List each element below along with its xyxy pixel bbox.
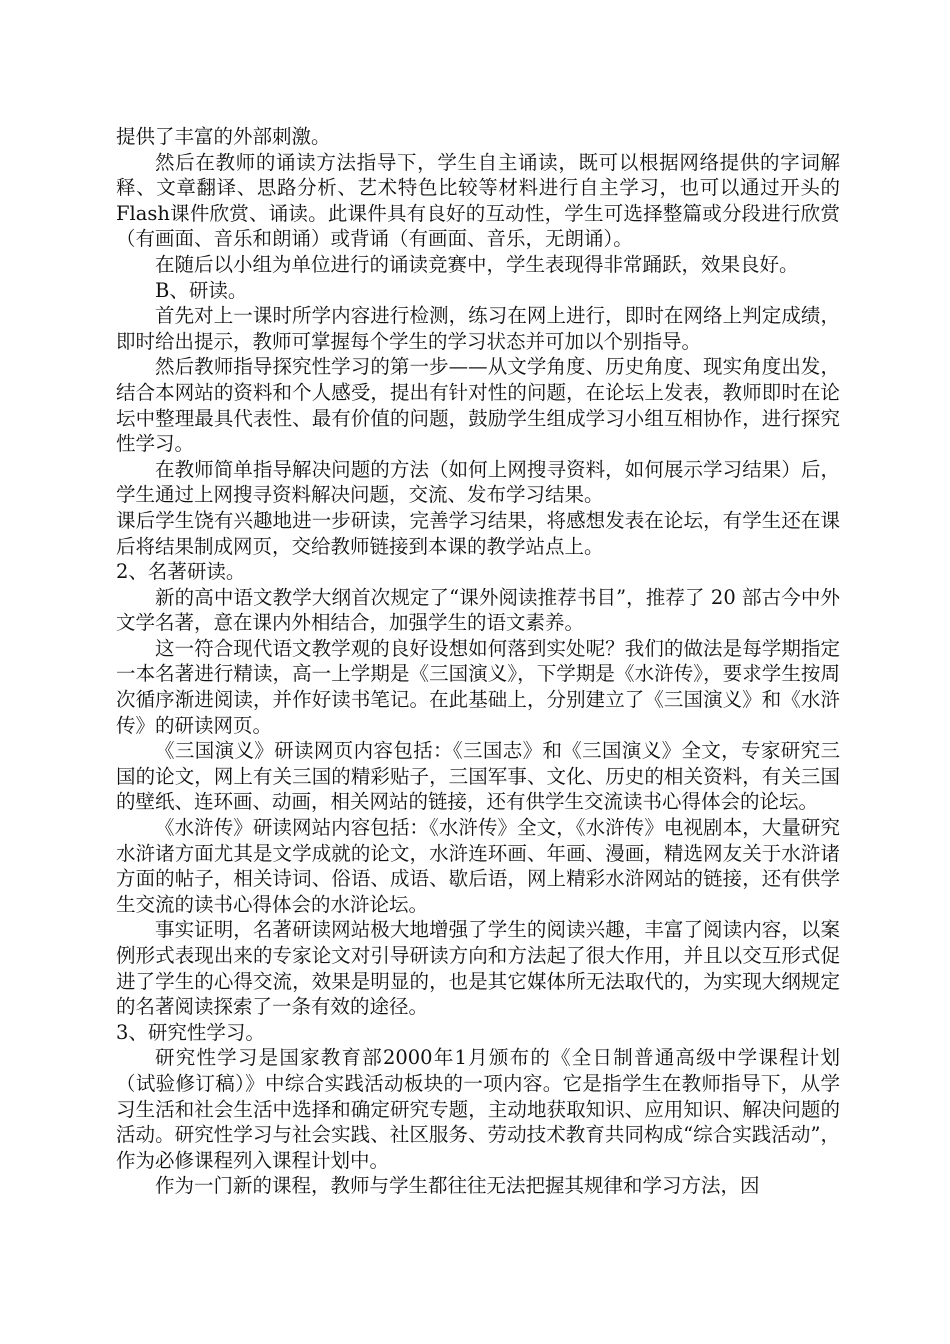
- document-page: [116, 124, 840, 1199]
- paragraph-syllabus: 新的高中语文教学大纲首次规定了“课外阅读推荐书目”，推荐了 20 部古今中外文学名著，意在课内外相结合，加强学生的语文素养。: [116, 585, 840, 635]
- paragraph-intensive-reading: 这一符合现代语文教学观的良好设想如何落到实处呢？我们的做法是每学期指定一本名著进行精读，高一上学期是《三国演义》，下学期是《水浒传》，要求学生按周次循序渐进阅读，并作好读书笔记。在此基础上，分别建立了《三国演义》和《水浒传》的研读网页。: [116, 636, 840, 737]
- paragraph-recitation-contest: 在随后以小组为单位进行的诵读竞赛中，学生表现得非常踊跃，效果良好。: [155, 252, 799, 276]
- paragraph-online-test: 首先对上一课时所学内容进行检测，练习在网上进行，即时在网络上判定成绩，即时给出提示，教师可掌握每个学生的学习状态并可加以个别指导。: [116, 304, 840, 353]
- paragraph-search-methods: 在教师简单指导解决问题的方法（如何上网搜寻资料，如何展示学习结果）后，学生通过上网搜寻资料解决问题，交流、发布学习结果。: [116, 457, 840, 507]
- subheading-study-b: B、研读。: [155, 278, 248, 302]
- paragraph-evidence: 事实证明，名著研读网站极大地增强了学生的阅读兴趣，丰富了阅读内容，以案例形式表现出来的专家论文对引导研读方向和方法起了很大作用，并且以交互形式促进了学生的心得交流，效果是明显的，也是其它媒体所无法取代的，为实现大纲规定的名著阅读探索了一条有效的途径。: [116, 918, 840, 1019]
- paragraph-continuation: 提供了丰富的外部刺激。: [116, 125, 331, 148]
- paragraph-inquiry-learning: 然后教师指导探究性学习的第一步——从文学角度、历史角度、现实角度出发，结合本网站的资料和个人感受，提出有针对性的问题，在论坛上发表，教师即时在论坛中整理最具代表性、最有价值的问题，鼓励学生组成学习小组互相协作，进行探究性学习。: [116, 355, 840, 456]
- paragraph-after-class: 课后学生饶有兴趣地进一步研读，完善学习结果，将感想发表在论坛，有学生还在课后将结果制成网页，交给教师链接到本课的教学站点上。: [116, 508, 840, 558]
- section-heading-3: 3、研究性学习。: [116, 1020, 265, 1044]
- paragraph-new-course: 作为一门新的课程，教师与学生都往往无法把握其规律和学习方法，因: [155, 1174, 760, 1198]
- paragraph-water-margin: 《水浒传》研读网站内容包括：《水浒传》全文，《水浒传》电视剧本，大量研究水浒诸方面尤其是文学成就的论文，水浒连环画、年画、漫画，精选网友关于水浒诸方面的帖子，相关诗词、俗语、成语、歇后语，网上精彩水浒网站的链接，还有供学生交流的读书心得体会的水浒论坛。: [116, 816, 840, 916]
- paragraph-research-learning: 研究性学习是国家教育部2000年1月颁布的《全日制普通高级中学课程计划（试验修订稿）》中综合实践活动板块的一项内容。它是指学生在教师指导下，从学习生活和社会生活中选择和确定研究专题，主动地获取知识、应用知识、解决问题的活动。研究性学习与社会实践、社区服务、劳动技术教育共同构成“综合实践活动”，作为必修课程列入课程计划中。: [116, 1046, 840, 1172]
- paragraph-three-kingdoms: 《三国演义》研读网页内容包括：《三国志》和《三国演义》全文，专家研究三国的论文，网上有关三国的精彩贴子，三国军事、文化、历史的相关资料，有关三国的壁纸、连环画、动画，相关网站的链接，还有供学生交流读书心得体会的论坛。: [116, 739, 840, 814]
- section-heading-2: 2、名著研读。: [116, 560, 246, 584]
- paragraph-recitation-guidance: 然后在教师的诵读方法指导下，学生自主诵读，既可以根据网络提供的字词解释、文章翻译、思路分析、艺术特色比较等材料进行自主学习，也可以通过开头的Flash课件欣赏、诵读。此课件具有良好的互动性，学生可选择整篇或分段进行欣赏（有画面、音乐和朗诵）或背诵（有画面、音乐，无朗诵）。: [116, 150, 840, 251]
